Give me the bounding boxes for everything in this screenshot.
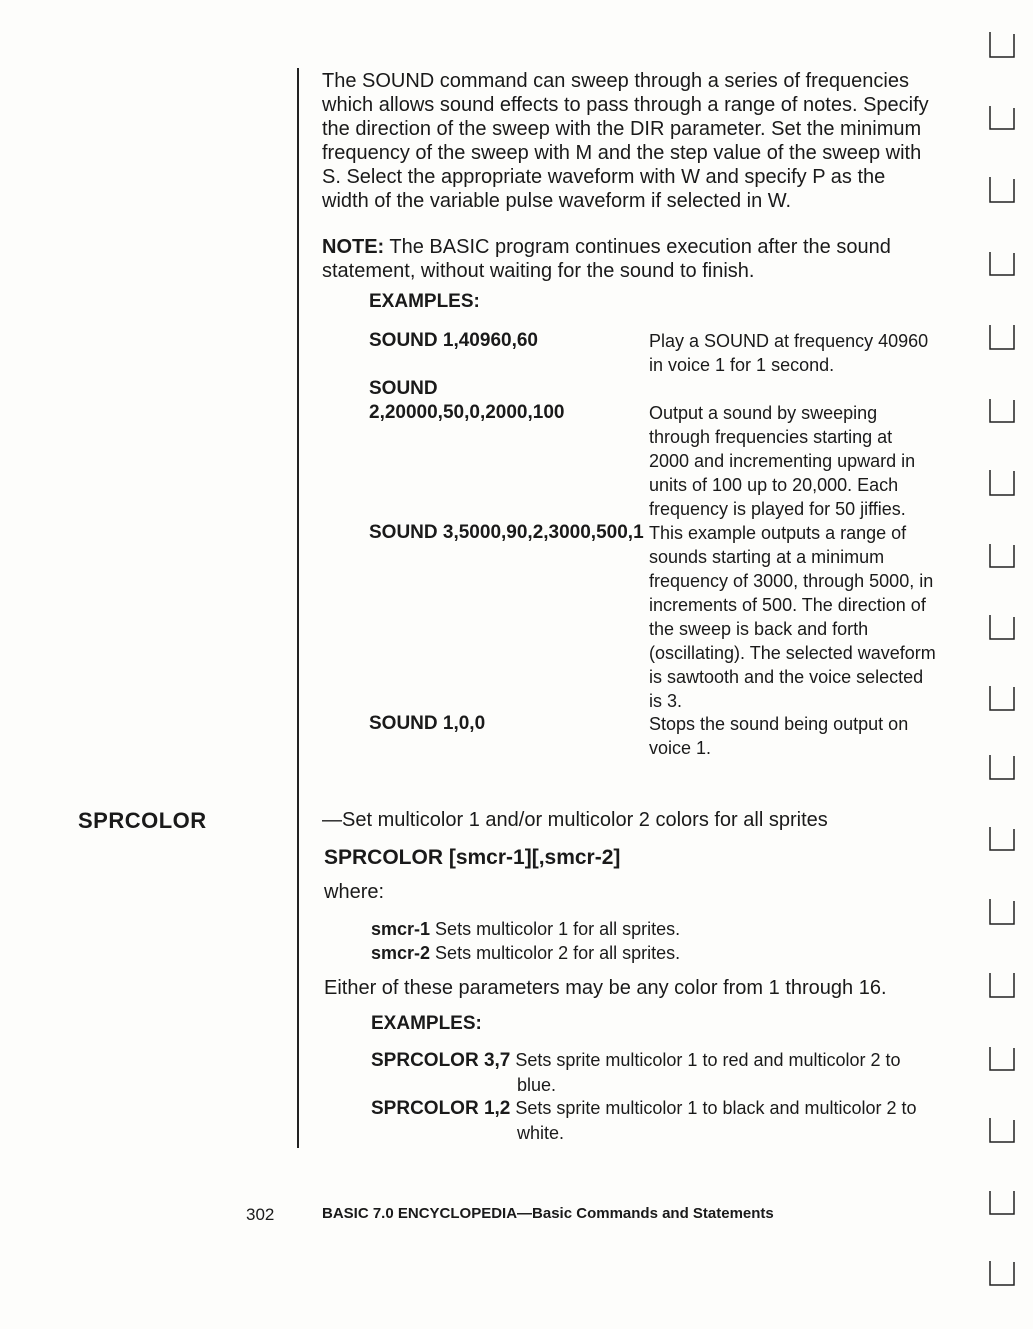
page-number: 302 [246,1205,275,1224]
example-description: Sets sprite multicolor 1 to red and multicolor 2 to [510,1050,901,1070]
binder-tab-mark [987,322,1017,352]
example-description [649,401,969,521]
binder-tab-mark [987,1115,1017,1145]
description-line: frequency of 3000, through 5000, in [649,571,934,591]
footer-title: BASIC 7.0 ENCYCLOPEDIA—Basic Commands and Statements [322,1205,774,1222]
sprcolor-example [371,1048,981,1097]
example-description [649,329,969,377]
description-line: Output a sound by sweeping [649,403,878,423]
parameter-name: smcr-2 [371,943,431,963]
intro-line: width of the variable pulse waveform if selected in W. [322,190,792,212]
command-line: SOUND 1,0,0 [369,713,486,734]
intro-line: the direction of the sweep with the DIR parameter. Set the minimum [322,118,922,140]
where-label: where: [324,881,385,903]
description-line: voice 1. [649,738,712,758]
description-line: Stops the sound being output on [649,714,909,734]
description-line: (oscillating). The selected waveform [649,643,936,663]
intro-line: which allows sound effects to pass through a range of notes. Specify [322,94,929,116]
sprcolor-syntax: SPRCOLOR [smcr-1][,smcr-2] [324,846,621,869]
example-description [649,712,969,760]
description-line: through frequencies starting at [649,427,893,447]
sprcolor-description: —Set multicolor 1 and/or multicolor 2 colors for all sprites [322,809,828,831]
example-command [369,329,649,353]
description-line: the sweep is back and forth [649,619,869,639]
binder-tab-mark [987,612,1017,642]
parameter-row [371,917,680,941]
sprcolor-example [371,1096,981,1145]
binder-tab-mark [987,540,1017,570]
binder-tab-mark [987,823,1017,853]
description-line: is 3. [649,691,683,711]
examples-heading: EXAMPLES: [371,1013,482,1034]
command-line: SOUND 3,5000,90,2,3000,500,1 [369,522,644,543]
binder-tab-mark [987,248,1017,278]
example-description [649,521,969,713]
description-line: increments of 500. The direction of [649,595,926,615]
margin-heading-sprcolor: SPRCOLOR [78,808,207,833]
intro-paragraph [322,69,972,213]
binder-tab-mark [987,683,1017,713]
description-line: units of 100 up to 20,000. Each [649,475,899,495]
binder-tab-mark [987,468,1017,498]
binder-tab-mark [987,752,1017,782]
parameter-name: smcr-1 [371,919,431,939]
vertical-rule [297,68,299,1148]
parameter-row [371,941,680,965]
example-description: Sets sprite multicolor 1 to black and multicolor 2 to [510,1098,917,1118]
description-line: in voice 1 for 1 second. [649,355,835,375]
description-line: is sawtooth and the voice selected [649,667,924,687]
intro-line: S. Select the appropriate waveform with W and specify P as the [322,166,886,188]
example-command [369,377,649,425]
binder-tab-mark [987,1043,1017,1073]
intro-line: frequency of the sweep with M and the step value of the sweep with [322,142,922,164]
binder-tab-mark [987,970,1017,1000]
examples-heading: EXAMPLES: [369,291,480,312]
binder-tab-mark [987,1187,1017,1217]
parameter-text: Sets multicolor 1 for all sprites. [430,919,681,939]
example-description: blue. [517,1075,557,1095]
range-note: Either of these parameters may be any color from 1 through 16. [324,977,887,999]
example-description: white. [517,1123,565,1143]
description-line: Play a SOUND at frequency 40960 [649,331,929,351]
intro-line: The SOUND command can sweep through a series of frequencies [322,70,909,92]
note-text: statement, without waiting for the sound to finish. [322,260,755,282]
binder-tab-mark [987,175,1017,205]
binder-tab-mark [987,102,1017,132]
example-command [369,712,649,736]
binder-tab-mark [987,1258,1017,1288]
description-line: 2000 and incrementing upward in [649,451,916,471]
description-line: frequency is played for 50 jiffies. [649,499,906,519]
command-line: 2,20000,50,0,2000,100 [369,402,565,423]
example-command: SPRCOLOR 1,2 [371,1098,511,1119]
note-paragraph [322,235,972,283]
binder-tab-mark [987,30,1017,60]
binder-tab-mark [987,897,1017,927]
binder-tab-mark [987,395,1017,425]
note-label: NOTE: [322,236,385,258]
command-line: SOUND 1,40960,60 [369,330,538,351]
note-text: The BASIC program continues execution after the sound [384,236,891,258]
parameter-text: Sets multicolor 2 for all sprites. [430,943,681,963]
example-command: SPRCOLOR 3,7 [371,1050,511,1071]
description-line: This example outputs a range of [649,523,907,543]
command-line: SOUND [369,378,438,399]
description-line: sounds starting at a minimum [649,547,885,567]
example-command [369,521,649,545]
